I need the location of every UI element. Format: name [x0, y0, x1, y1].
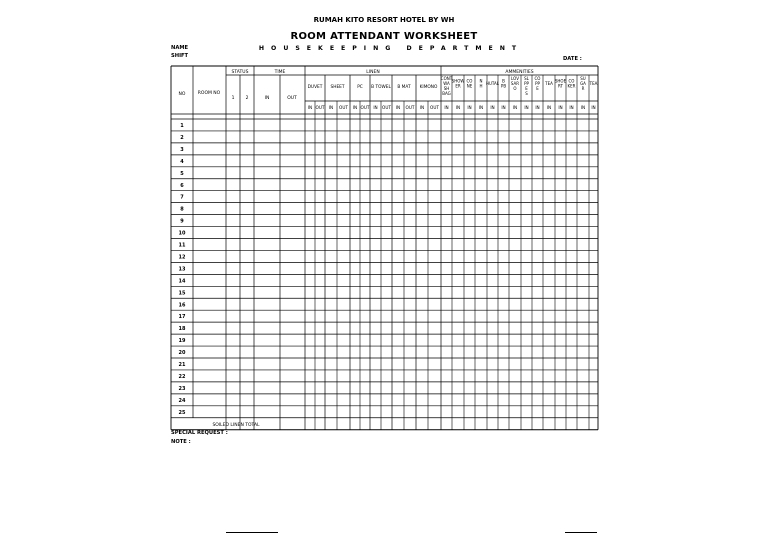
row-number: 17	[178, 314, 186, 321]
row-number: 22	[178, 373, 186, 380]
amenity-in-13: IN	[580, 105, 586, 110]
amenity-item-7: LOV	[511, 76, 519, 81]
row-number: 1	[180, 123, 184, 129]
linen-in-5: IN	[395, 105, 401, 110]
amenity-in-11: IN	[558, 105, 563, 110]
linen-header: LINEN	[366, 70, 380, 75]
amenity-item-5: HUTAL	[485, 81, 500, 86]
status-col-2: 2	[245, 96, 249, 101]
row-number: 8	[180, 206, 184, 213]
amenity-item-6: B	[502, 78, 505, 84]
amenity-item-7: SAR	[510, 81, 520, 86]
row-number: 4	[180, 158, 184, 165]
no-header: NO	[178, 92, 186, 97]
linen-out-3: OUT	[360, 105, 370, 110]
linen-out-2: OUT	[339, 105, 348, 110]
amenity-in-7: IN	[512, 105, 518, 110]
amenity-in-4: IN	[478, 105, 484, 110]
signature-line-left	[226, 532, 278, 533]
row-number: 10	[178, 230, 186, 237]
amenity-item-2: ER	[455, 83, 461, 89]
status-header: STATUS	[231, 70, 249, 75]
linen-in-6: IN	[419, 105, 425, 110]
amenity-in-8: IN	[524, 105, 529, 110]
row-number: 18	[178, 326, 186, 333]
amenities-header: AMMENITIES	[505, 70, 534, 75]
row-number: 5	[180, 170, 184, 177]
amenity-in-6: IN	[501, 105, 506, 110]
amenity-item-9: E	[536, 86, 539, 91]
row-number: 13	[178, 266, 186, 273]
amenity-item-13: R	[581, 86, 585, 91]
linen-out-1: OUT	[315, 105, 325, 110]
linen-item-1: DUVET	[307, 85, 323, 90]
linen-item-2: SHEET	[330, 85, 345, 90]
row-number: 23	[178, 385, 186, 392]
date-label: DATE :	[563, 56, 582, 62]
name-label: NAME	[171, 45, 189, 51]
amenity-item-14: TEA	[589, 81, 598, 86]
amenity-item-9: PP	[535, 81, 540, 86]
amenity-item-12: CO	[568, 78, 575, 84]
amenity-in-12: IN	[569, 105, 574, 110]
row-number: 20	[178, 350, 186, 357]
amenity-item-8: PP	[524, 81, 529, 86]
linen-item-3: PC	[357, 85, 363, 90]
linen-item-6: KIMONO	[419, 85, 438, 90]
row-number: 3	[180, 146, 184, 153]
amenity-in-14: IN	[591, 105, 596, 110]
amenity-item-6: PB	[500, 83, 507, 89]
amenity-item-3: CO	[466, 78, 473, 84]
amenity-item-13: SU	[580, 76, 586, 81]
status-col-1: 1	[231, 96, 235, 101]
row-number: 11	[178, 242, 186, 249]
linen-item-5: B MAT	[397, 85, 411, 90]
row-number: 14	[178, 278, 186, 285]
linen-out-4: OUT	[382, 105, 391, 110]
amenity-item-1: SH	[443, 86, 450, 91]
row-number: 16	[178, 302, 186, 309]
amenity-item-7: O	[513, 86, 517, 91]
department-name: HOUSEKEEPING DEPARTMENT	[258, 45, 524, 52]
worksheet-title: ROOM ATTENDANT WORKSHEET	[290, 31, 478, 42]
row-number: 12	[178, 254, 186, 261]
amenity-item-13: GA	[580, 81, 586, 86]
amenity-item-10: TEA	[545, 81, 553, 86]
hotel-name: RUMAH KITO RESORT HOTEL BY WH	[313, 16, 455, 24]
linen-in-1: IN	[307, 105, 313, 110]
amenity-item-8: SL	[524, 76, 529, 81]
amenity-item-3: NE	[466, 83, 473, 89]
amenity-item-4: H	[479, 83, 483, 89]
linen-in-4: IN	[373, 105, 378, 110]
room-no-header: ROOM NO	[197, 91, 221, 96]
amenity-item-9: CO	[534, 76, 541, 81]
row-number: 25	[178, 409, 186, 416]
amenity-in-10: IN	[546, 105, 552, 110]
linen-out-5: OUT	[405, 105, 415, 110]
row-number: 24	[178, 397, 186, 404]
row-number: 15	[178, 290, 186, 297]
linen-out-6: OUT	[430, 105, 439, 110]
amenity-in-1: IN	[444, 105, 449, 110]
row-number: 21	[178, 362, 186, 368]
time-in-header: IN	[264, 96, 270, 101]
linen-in-2: IN	[328, 105, 334, 110]
soiled-linen-total-label: SOILED LINEN TOTAL	[212, 422, 260, 428]
row-number: 2	[180, 134, 184, 141]
linen-in-3: IN	[352, 105, 358, 110]
amenity-item-11: SHOE	[554, 78, 567, 84]
amenity-in-2: IN	[455, 105, 461, 110]
amenity-item-12: KER	[567, 83, 576, 89]
linen-item-4: B TOWEL	[371, 85, 391, 90]
row-number: 7	[180, 194, 184, 201]
time-out-header: OUT	[287, 96, 297, 101]
amenity-item-1: CONT	[440, 76, 453, 81]
row-number: 9	[180, 218, 184, 225]
amenity-item-2: SHOW	[451, 78, 465, 84]
amenity-in-5: IN	[490, 105, 495, 110]
amenity-item-1: WA	[443, 81, 450, 86]
special-request-label: SPECIAL REQUEST :	[171, 430, 228, 436]
amenity-item-4: N	[479, 78, 483, 84]
amenity-in-3: IN	[467, 105, 472, 110]
signature-line-right	[565, 532, 597, 533]
amenity-item-8: E	[525, 86, 528, 91]
note-label: NOTE :	[171, 439, 191, 445]
time-header: TIME	[274, 70, 286, 75]
shift-label: SHIFT	[171, 53, 189, 59]
amenity-item-11: RT	[558, 83, 563, 89]
amenity-item-8: S	[525, 91, 528, 96]
row-number: 19	[178, 338, 186, 345]
amenity-item-1: BAG	[442, 91, 451, 96]
row-number: 6	[180, 182, 184, 189]
amenity-in-9: IN	[535, 105, 540, 110]
